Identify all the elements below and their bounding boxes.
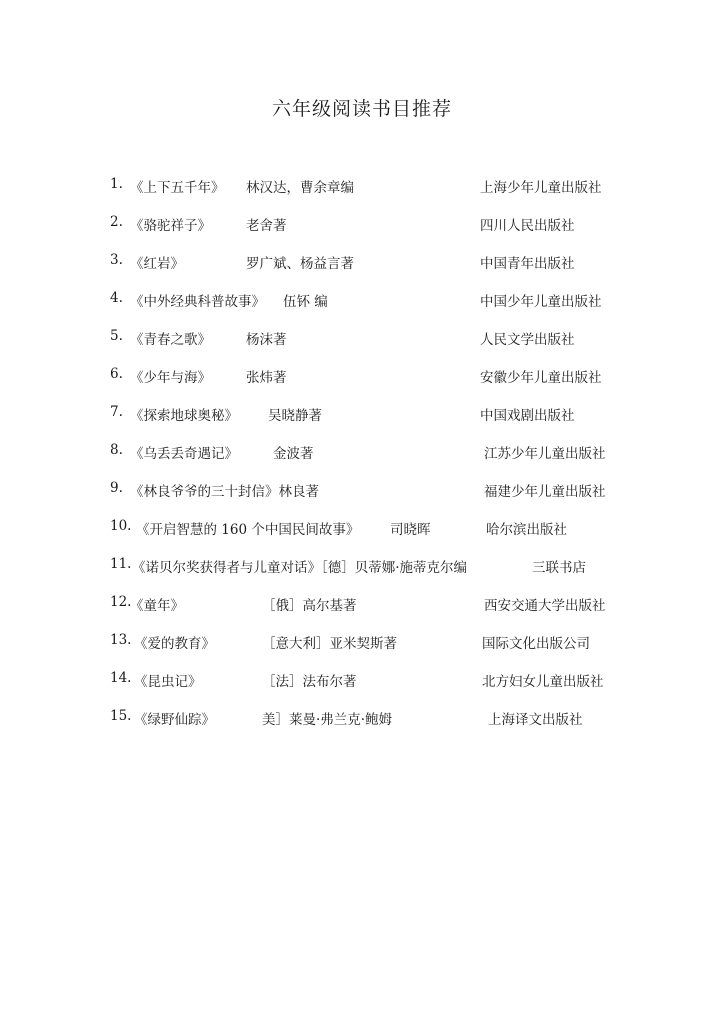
book-row-5 <box>0 322 724 360</box>
book-title: 《上下五千年》 <box>130 180 225 196</box>
book-row-8 <box>0 436 724 474</box>
book-row-1 <box>0 170 724 208</box>
book-publisher: 西安交通大学出版社 <box>484 598 606 614</box>
book-number: 5. <box>110 328 123 344</box>
book-title: 《昆虫记》 <box>134 674 202 690</box>
book-number: 3. <box>110 252 123 268</box>
book-row-4 <box>0 284 724 322</box>
book-publisher: 江苏少年儿童出版社 <box>484 446 606 462</box>
book-number: 10. <box>110 518 132 534</box>
book-publisher: 中国少年儿童出版社 <box>480 294 602 310</box>
book-title: 《中外经典科普故事》 <box>130 294 265 310</box>
book-number: 7. <box>110 404 123 420</box>
book-publisher: 中国青年出版社 <box>480 256 575 272</box>
book-author: 司晓晖 <box>390 522 431 538</box>
book-number: 9. <box>110 480 123 496</box>
book-publisher: 三联书店 <box>532 560 586 576</box>
book-author: 伍钚 编 <box>283 294 328 310</box>
book-row-10 <box>0 512 724 550</box>
book-author: ［法］法布尔著 <box>262 674 357 690</box>
book-title: 《开启智慧的 160 个中国民间故事》 <box>136 522 360 538</box>
book-publisher: 国际文化出版公司 <box>482 636 590 652</box>
book-publisher: 上海少年儿童出版社 <box>480 180 602 196</box>
book-author: 杨沫著 <box>246 332 287 348</box>
book-title: 《绿野仙踪》 <box>134 712 215 728</box>
book-title: 《童年》 <box>130 598 184 614</box>
book-publisher: 北方妇女儿童出版社 <box>482 674 604 690</box>
book-title: 《红岩》 <box>130 256 184 272</box>
book-title: 《林良爷爷的三十封信》林良著 <box>130 484 319 500</box>
book-title: 《爱的教育》 <box>134 636 215 652</box>
book-number: 11. <box>110 556 132 572</box>
book-title: 《诺贝尔奖获得者与儿童对话》［德］贝蒂娜·施蒂克尔编 <box>132 560 468 576</box>
book-number: 6. <box>110 366 123 382</box>
book-number: 1. <box>110 176 123 192</box>
book-title: 《骆驼祥子》 <box>130 218 211 234</box>
book-row-9 <box>0 474 724 512</box>
book-author: 罗广斌、杨益言著 <box>246 256 354 272</box>
book-row-13 <box>0 626 724 664</box>
book-publisher: 中国戏剧出版社 <box>480 408 575 424</box>
book-number: 2. <box>110 214 123 230</box>
book-title: 《乌丢丢奇遇记》 <box>130 446 238 462</box>
book-row-7 <box>0 398 724 436</box>
book-number: 8. <box>110 442 123 458</box>
book-number: 15. <box>110 708 132 724</box>
book-publisher: 四川人民出版社 <box>480 218 575 234</box>
book-publisher: 人民文学出版社 <box>480 332 575 348</box>
book-number: 14. <box>110 670 132 686</box>
book-author: 张炜著 <box>246 370 287 386</box>
book-author: 金波著 <box>273 446 314 462</box>
book-author: 美］莱曼·弗兰克·鲍姆 <box>262 712 393 728</box>
book-row-11 <box>0 550 724 588</box>
book-author: 吴晓静著 <box>268 408 322 424</box>
book-author: 林汉达，曹余章编 <box>246 180 354 196</box>
book-title: 《青春之歌》 <box>130 332 211 348</box>
book-row-12 <box>0 588 724 626</box>
book-author: ［俄］高尔基著 <box>262 598 357 614</box>
book-title: 《探索地球奥秘》 <box>130 408 238 424</box>
book-number: 12. <box>110 594 132 610</box>
book-publisher: 上海译文出版社 <box>488 712 583 728</box>
book-publisher: 安徽少年儿童出版社 <box>480 370 602 386</box>
book-title: 《少年与海》 <box>130 370 211 386</box>
book-publisher: 福建少年儿童出版社 <box>484 484 606 500</box>
book-list <box>0 170 724 740</box>
book-row-15 <box>0 702 724 740</box>
book-publisher: 哈尔滨出版社 <box>486 522 567 538</box>
book-author: ［意大利］亚米契斯著 <box>262 636 397 652</box>
book-row-6 <box>0 360 724 398</box>
book-number: 13. <box>110 632 132 648</box>
book-row-2 <box>0 208 724 246</box>
page-title: 六年级阅读书目推荐 <box>271 98 452 120</box>
book-number: 4. <box>110 290 123 306</box>
book-author: 老舍著 <box>246 218 287 234</box>
book-row-3 <box>0 246 724 284</box>
book-row-14 <box>0 664 724 702</box>
